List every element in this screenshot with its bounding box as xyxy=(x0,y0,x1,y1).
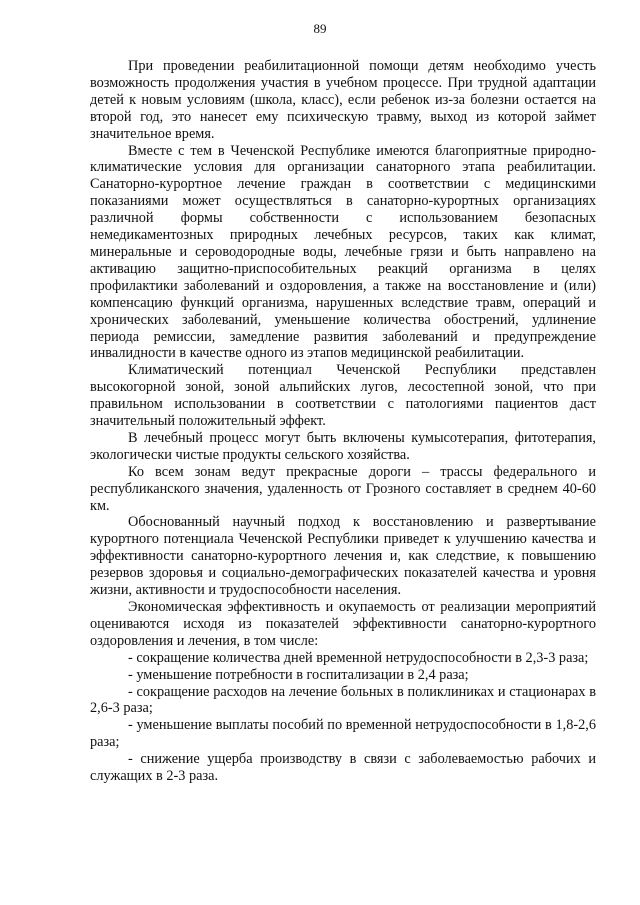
paragraph-roads: Ко всем зонам ведут прекрасные дороги – трассы федерального и республиканского значения, удаленность от Грозного составляет в среднем 40-60 км. xyxy=(90,463,596,514)
list-item: - уменьшение потребности в госпитализации в 2,4 раза; xyxy=(128,666,469,683)
paragraph-treatment-process: В лечебный процесс могут быть включены кумысотерапия, фитотерапия, экологически чистые продукты сельского хозяйства. xyxy=(90,429,596,463)
list-item: - снижение ущерба производству в связи с заболеваемостью рабочих и служащих в 2-3 раза. xyxy=(90,751,596,785)
document-body xyxy=(90,58,596,785)
list-item: - сокращение количества дней временной нетрудоспособности в 2,3-3 раза; xyxy=(128,649,589,666)
paragraph-climate-conditions: Вместе с тем в Чеченской Республике имеются благоприятные природно-климатические условия для организации санаторного этапа реабилитации. Санаторно-курортное лечение граждан в соответствии с медицинскими показаниями может осуществляться в санаторно-курортных организациях различной формы собственности с использованием безопасных немедикаментозных природных лечебных ресурсов, таких как климат, минеральные и сероводородные воды, лечебные грязи и быть направлено на активацию защитно-приспособительных реакций организма в целях профилактики заболеваний и оздоровления, а также на восстановление и (или) компенсацию функций организма, нарушенных вследствие травм, операций и хронических заболеваний, уменьшение количества обострений, удлинение периода ремиссии, замедление развития заболеваний и предупреждение инвалидности в качестве одного из этапов медицинской реабилитации. xyxy=(90,142,596,362)
paragraph-scientific-approach: Обоснованный научный подход к восстановлению и развертывание курортного потенциала Чеченской Республики приведет к улучшению качества и эффективности санаторно-курортного лечения и, как следствие, к повышению резервов здоровья и социально-демографических показателей качества и уровня жизни, активности и трудоспособности населения. xyxy=(90,514,596,599)
list-item: - уменьшение выплаты пособий по временной нетрудоспособности в 1,8-2,6 раза; xyxy=(90,717,596,751)
paragraph-climatic-potential: Климатический потенциал Чеченской Республики представлен высокогорной зоной, зоной альпийских лугов, лесостепной зоной, что при правильном использовании в соответствии с патологиями пациентов даст значительный положительный эффект. xyxy=(90,362,596,430)
page-number: 89 xyxy=(313,21,327,36)
paragraph-economic-efficiency: Экономическая эффективность и окупаемость от реализации мероприятий оцениваются исходя из показателей эффективности санаторно-курортного оздоровления и лечения, в том числе: xyxy=(90,599,596,649)
list-item: - сокращение расходов на лечение больных в поликлиниках и стационарах в 2,6-3 раза; xyxy=(90,683,596,717)
paragraph-rehab-children: При проведении реабилитационной помощи детям необходимо учесть возможность продолжения участия в учебном процессе. При трудной адаптации детей к новым условиям (школа, класс), если ребенок из-за болезни остается на второй год, это нанесет ему психическую травму, выход из которой займет значительное время. xyxy=(90,58,596,142)
